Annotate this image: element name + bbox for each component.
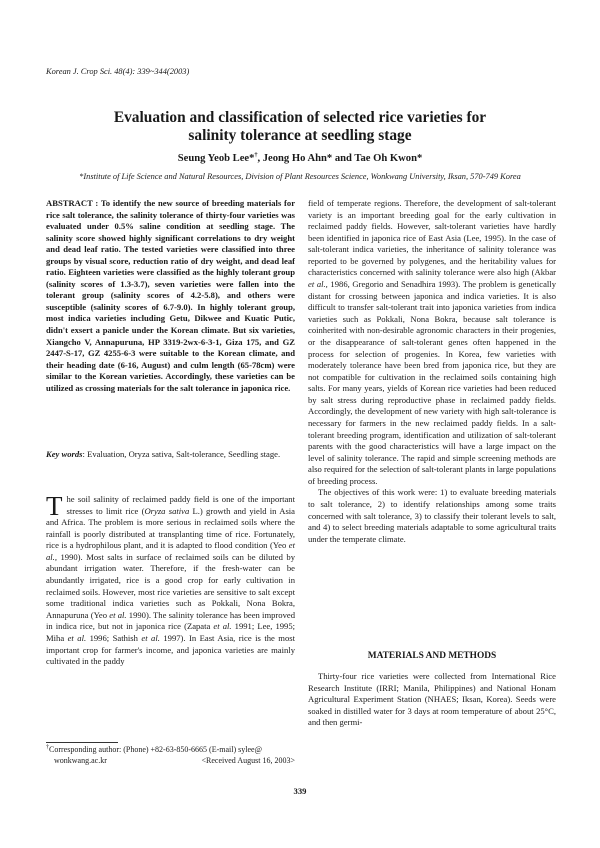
et-al: et al., (46, 540, 295, 562)
methods-paragraph: Thirty-four rice varieties were collected from International Rice Research Institute (IRRI; Manila, Philippines) and National Honam Agricultural Experiment Station (NHAES; Iksan, Korea). Seeds were soaked in distilled water for 3 days at room temperature of about 25°C, and then germi- (308, 671, 556, 728)
introduction-paragraph (46, 491, 296, 668)
intro-text: 1997). In East Asia, rice is the most important crop for farmer's income, and japonica varieties are mainly cultivated in the paddy (46, 632, 295, 667)
title-line-1: Evaluation and classification of selected rice varieties for (113, 109, 487, 126)
section-heading: MATERIALS AND METHODS (367, 651, 497, 661)
other-authors: , Jeong Ho Ahn* and Tae Oh Kwon* (257, 153, 423, 164)
objectives-paragraph: The objectives of this work were: 1) to evaluate breeding materials to salt tolerance, 2) to identify relationships among some traits concerned with salt tolerance, 3) to classify their tolerant levels to salt, and 4) to select breeding materials adaptable to some agricultural traits under the temperate climate. (308, 487, 556, 544)
et-al: et al. (67, 632, 87, 643)
intro-text: 1990). Most salts in surface of reclaimed soils can be diluted by abundant irrigation water. Therefore, if the fresh-water can be abundantly irrigated, rice is a good crop for early cultivation in reclaimed soils. However, most rice varieties are sensitive to salt except some traditional indica varieties such as Pokkali, Nona Bokra, Annapuruna (Yeo (46, 551, 295, 620)
intro-text: 1990). The salinity tolerance has been improved in indica rice, but not in japonica rice (Zapata (46, 609, 295, 632)
intro-text: 1996; Sathish (86, 632, 142, 643)
footnote-line-2 (46, 755, 295, 766)
abstract-text: To identify the new source of breeding materials for rice salt tolerance, the salinity tolerance of thirty-four varieties was evaluated under 0.5% saline condition at seedling stage. The salinity score showed highly significant correlations to dry weight and dead leaf ratio. The tested varieties were classified into three groups by visual score, reduction ratio of dry weight, and dead leaf ratio. Eighteen varieties were classified as the highly tolerant group (salinity scores of 1.3-3.7), seven varieties were fallen into the tolerant group (salinity scores of 4.2-5.8), and others were susceptible (salinity scores of 6.7-9.0). In highly tolerant group, most indica varieties including Getu, Dikwee and Kuatic Putic, didn't exsert a panicle under the Korean climate. But six varieties, Xiangcho V, Annapuruna, HP 3319-2wx-6-3-1, Giza 175, and GZ 2447-S-17, GZ 4255-6-3 were suitable to the Korean climate, and their heading date (6-16, August) and culm length (65-78cm) were similar to the Korean varieties. Accordingly, these varieties can be utilized as crossing materials for the salt tolerance in japonica rice. (46, 198, 296, 393)
et-al: et al. (213, 621, 232, 632)
body-text: field of temperate regions. Therefore, the development of salt-tolerant variety is an important breeding goal for the early cultivation in reclaimed paddy fields. However, salt-tolerant varieties have hardly been identified in japonica rice of East Asia (Lee, 1995). In the case of salt-tolerant indica varieties, the inheritance of salinity tolerance was reported to be governed by polygenes, and the heritability values for characteristics concerned with salinity tolerance were also high (Akbar (308, 198, 556, 278)
footnote-mark: † (46, 744, 49, 751)
affiliation: *Institute of Life Science and Natural Resources, Division of Plant Resources Science, Wonkwang University, Iksan, 570-749 Korea (79, 172, 521, 181)
abstract-label: ABSTRACT : (46, 198, 99, 208)
corresponding-author: Corresponding author: (Phone) +82-63-850-6665 (E-mail) sylee@ (49, 745, 262, 754)
intro-text: L.) growth and yield in Asia and Africa. The problem is more serious in reclaimed soils where the rainfall is poorly distributed at transplanting time of rice. Fortunately, rice is a hydrophilous plant, and it is adapted to flood condition (Yeo (46, 505, 295, 551)
page-number: 339 (293, 786, 307, 796)
footnote-rule (46, 742, 118, 743)
received-date: <Received August 16, 2003> (201, 756, 295, 765)
paper-title (40, 109, 560, 145)
drop-cap: T (46, 491, 63, 521)
abstract (46, 198, 295, 394)
author-list (40, 153, 560, 164)
email-domain: wonkwang.ac.kr (54, 756, 107, 765)
right-column (308, 198, 556, 545)
keywords-label: Key words (46, 449, 83, 459)
right-paragraph-1 (308, 198, 556, 487)
body-text: 1986, Gregorio and Senadhira 1993). The problem is genetically distant for crossing between japonica and indica varieties. It is also difficult to transfer salt-tolerant trait into japonica varieties from indica varieties such as Pokkali, Nona Bokra, because salt tolerance is coinherited with non-desirable agronomic characters in their progenies, or the disappearance of salt-tolerant genes often happened in the process for selection of progenies. In Korea, few varieties with moderately tolerance have been bred from japonica rice, but they are not compatible for cultivation in the reclaimed soils containing high salts. For many years, yields of Korean rice varieties had been reduced by salt stress during reproductive phase in reclaimed paddy fields. Accordingly, the development of new variety with high salt-tolerance is necessary for farmers in the new reclaimed paddy fields. In a salt-tolerant breeding program, identification and utilization of salt-tolerant parents with the good characteristics will have a large impact on the level of salinity tolerance. The rapid and simple screening methods are also required for the selection of salt-tolerant plants in large populations of breeding process. (308, 279, 556, 486)
keywords-text: : Evaluation, Oryza sativa, Salt-tolerance, Seedling stage. (82, 449, 281, 459)
species-name: Oryza sativa (144, 505, 190, 516)
journal-reference: Korean J. Crop Sci. 48(4): 339~344(2003) (46, 67, 190, 76)
title-line-2: salinity tolerance at seedling stage (188, 127, 412, 144)
first-author: Seung Yeob Lee* (177, 153, 255, 164)
keywords (46, 449, 295, 461)
footnote-line-1 (46, 744, 295, 755)
et-al: et al., (308, 279, 328, 290)
intro-text: he soil salinity of reclaimed paddy field is one of the important stresses to limit rice ( (66, 494, 295, 516)
et-al: et al. (109, 609, 127, 620)
et-al: et al. (141, 632, 160, 643)
intro-text: 1991; Lee, 1995; Miha (46, 621, 296, 643)
corresponding-mark: † (254, 152, 258, 159)
footnote (46, 744, 295, 766)
